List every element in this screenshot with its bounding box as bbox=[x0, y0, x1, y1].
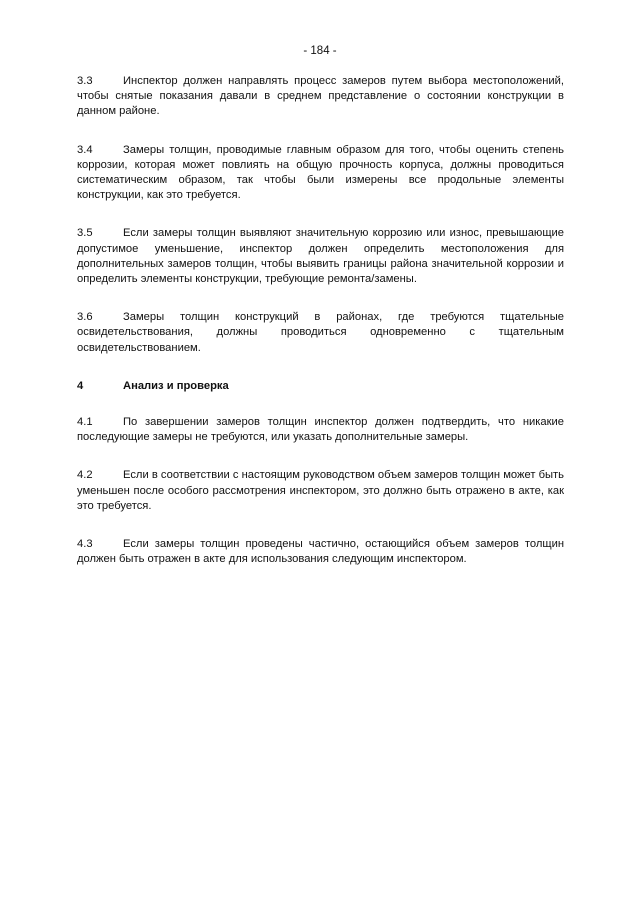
paragraph-text: Если замеры толщин проведены частично, остающийся объем замеров толщин должен быть отражен в акте для использования следующим инспектором. bbox=[77, 538, 564, 566]
paragraph-3-5 bbox=[77, 226, 564, 287]
paragraph-text: Если замеры толщин выявляют значительную коррозию или износ, превышающие допустимое уменьшение, инспектор должен определить местоположения для дополнительных замеров толщин, чтобы выявить границы района значительной коррозии и определить элементы конструкции, требующие ремонта/замены. bbox=[77, 227, 564, 286]
paragraph-3-6 bbox=[77, 310, 564, 356]
section-title: Анализ и проверка bbox=[123, 379, 229, 392]
section-number: 4 bbox=[77, 379, 84, 392]
paragraph-number: 4.3 bbox=[77, 538, 93, 551]
paragraph-4-1 bbox=[77, 415, 564, 445]
paragraph-number: 3.4 bbox=[77, 143, 93, 156]
paragraph-text: Замеры толщин конструкций в районах, где требуются тщательные освидетельствования, должны проводиться одновременно с тщательным освидетельствованием. bbox=[77, 311, 564, 354]
paragraph-number: 3.3 bbox=[77, 75, 93, 87]
paragraph-3-3 bbox=[77, 74, 564, 120]
paragraph-3-4 bbox=[77, 143, 564, 204]
paragraph-text: По завершении замеров толщин инспектор должен подтвердить, что никакие последующие замеры не требуются, или указать дополнительные замеры. bbox=[77, 416, 564, 444]
paragraph-number: 4.1 bbox=[77, 416, 93, 429]
paragraph-text: Инспектор должен направлять процесс замеров путем выбора местоположений, чтобы снятые показания давали в среднем представление о состоянии конструкции в данном районе. bbox=[77, 75, 564, 118]
paragraph-number: 4.2 bbox=[77, 469, 93, 482]
document-body bbox=[77, 74, 564, 590]
paragraph-number: 3.5 bbox=[77, 227, 93, 240]
paragraph-4-3 bbox=[77, 537, 564, 567]
paragraph-number: 3.6 bbox=[77, 311, 93, 324]
paragraph-4-2 bbox=[77, 468, 564, 514]
page-number: - 184 - bbox=[303, 45, 337, 57]
section-heading-4 bbox=[77, 379, 564, 394]
paragraph-text: Если в соответствии с настоящим руководством объем замеров толщин может быть уменьшен после особого рассмотрения инспектором, это должно быть отражено в акте, как это требуется. bbox=[77, 469, 564, 512]
paragraph-text: Замеры толщин, проводимые главным образом для того, чтобы оценить степень коррозии, которая может повлиять на общую прочность корпуса, должны проводиться систематическим образом, так чтобы были измерены все продольные элементы конструкции, как это требуется. bbox=[77, 143, 564, 202]
